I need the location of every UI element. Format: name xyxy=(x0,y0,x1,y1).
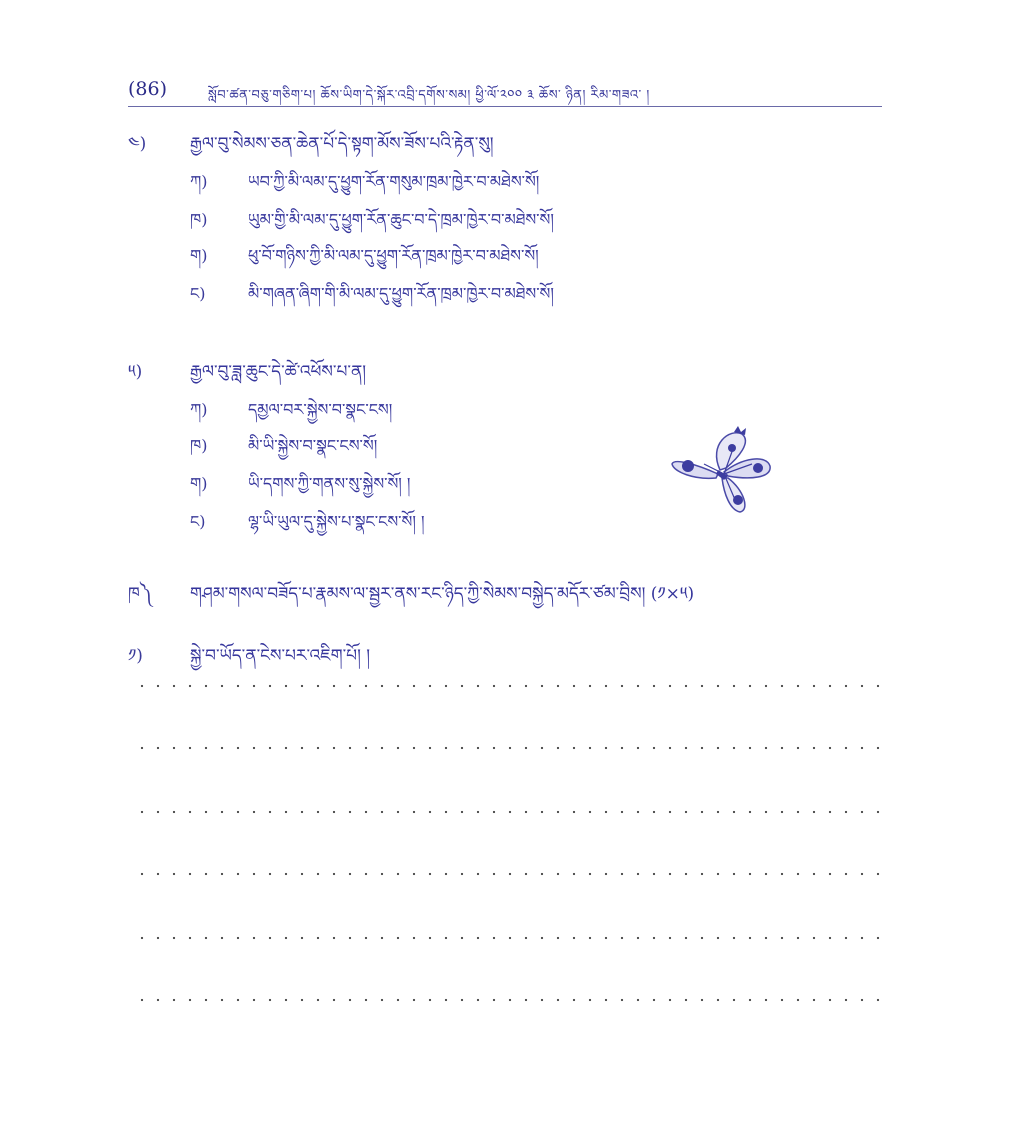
option-letter: ག) xyxy=(190,474,208,493)
option-text: མི་གཞན་ཞིག་གི་མི་ལམ་དུ་ཕྱུག་རོན་ཁྲམ་ཁྱེར་བ་མཐེས་སོ། xyxy=(248,284,554,303)
answer-line-1[interactable] xyxy=(134,684,882,688)
option-letter: ཀ) xyxy=(190,172,208,191)
question-text: སྐྱེ་བ་ཡོད་ན་ངེས་པར་འཇིག་པོ། ། xyxy=(190,646,371,666)
option-text: མི་ཡི་སྐྱེས་བ་སྣང་ངས་སོ། xyxy=(248,436,378,455)
question-number: ༥) xyxy=(128,362,143,382)
page-number: (86) xyxy=(128,78,168,100)
section-instructions: གཤམ་གསལ་བཟོད་པ་རྣམས་ལ་སྦྱར་ནས་རང་ཉིད་ཀྱི་སེམས་བསྐྱེད་མདོར་ཙམ་བྲིས། (༡×༥) xyxy=(190,584,695,604)
option-letter: ག) xyxy=(190,246,208,265)
page-header xyxy=(128,76,882,106)
option-text: ལྷ་ཡི་ཡུལ་དུ་སྐྱེས་པ་སྣང་ངས་སོ། ། xyxy=(248,512,425,531)
answer-line-3[interactable] xyxy=(134,810,882,814)
q4-option-ga[interactable] xyxy=(190,238,890,266)
q4-option-nga[interactable] xyxy=(190,276,890,304)
option-text: ཡབ་ཀྱི་མི་ལམ་དུ་ཕྱུག་རོན་གསུམ་ཁྲམ་ཁྱེར་བ་མཐེས་སོ། xyxy=(248,172,540,191)
option-text: ཡུམ་གྱི་མི་ལམ་དུ་ཕྱུག་རོན་ཆུང་བ་དེ་ཁྲམ་ཁྱེར་བ་མཐེས་སོ། xyxy=(248,210,554,229)
answer-line-2[interactable] xyxy=(134,746,882,750)
q5-option-nga[interactable] xyxy=(190,504,890,532)
option-letter: ཀ) xyxy=(190,400,208,419)
q4-option-ka[interactable] xyxy=(190,164,890,192)
question-number: ༡) xyxy=(128,646,143,666)
option-letter: ང) xyxy=(190,512,206,531)
option-letter: ང) xyxy=(190,284,206,303)
option-text: དམྱལ་བར་སྐྱེས་བ་སྣང་ངས། xyxy=(248,400,393,419)
question-text: རྒྱལ་བུ་སེམས་ཅན་ཆེན་པོ་དེ་སྟག་མོས་ཟོས་པའི་རྟེན་སུ། xyxy=(190,134,494,154)
running-title: སློབ་ཚན་བཅུ་གཅིག་པ། ཆོས་ཡིག་དེ་སྐོར་འབྲི་དགོས་སམ། ཕྱི་ལོ་༢༠༠ ༣ ཆོས་ ཉིན། རིམ་གཟའ་ ། xyxy=(208,88,650,103)
option-letter: ཁ) xyxy=(190,436,208,455)
answer-line-6[interactable] xyxy=(134,998,882,1002)
q5-option-ga[interactable] xyxy=(190,466,890,494)
option-text: ཕུ་བོ་གཉིས་ཀྱི་མི་ལམ་དུ་ཕྱུག་རོན་ཁྲམ་ཁྱེར་བ་མཐེས་སོ། xyxy=(248,246,539,265)
header-divider xyxy=(128,106,882,107)
option-text: ཡི་དགས་ཀྱི་གནས་སུ་སྐྱེས་སོ། ། xyxy=(248,474,411,493)
question-number: ༤) xyxy=(128,134,147,154)
q5-option-kha[interactable] xyxy=(190,428,890,456)
q5-option-ka[interactable] xyxy=(190,392,890,420)
answer-line-5[interactable] xyxy=(134,936,882,940)
answer-line-4[interactable] xyxy=(134,872,882,876)
section-number: ཁ༽ xyxy=(128,584,153,604)
option-letter: ཁ) xyxy=(190,210,208,229)
butterfly-illustration xyxy=(668,424,778,516)
question-text: རྒྱལ་བུ་ཟླ་ཆུང་དེ་ཚེ་འཕོས་པ་ན། xyxy=(190,362,367,382)
q4-option-kha[interactable] xyxy=(190,202,890,230)
